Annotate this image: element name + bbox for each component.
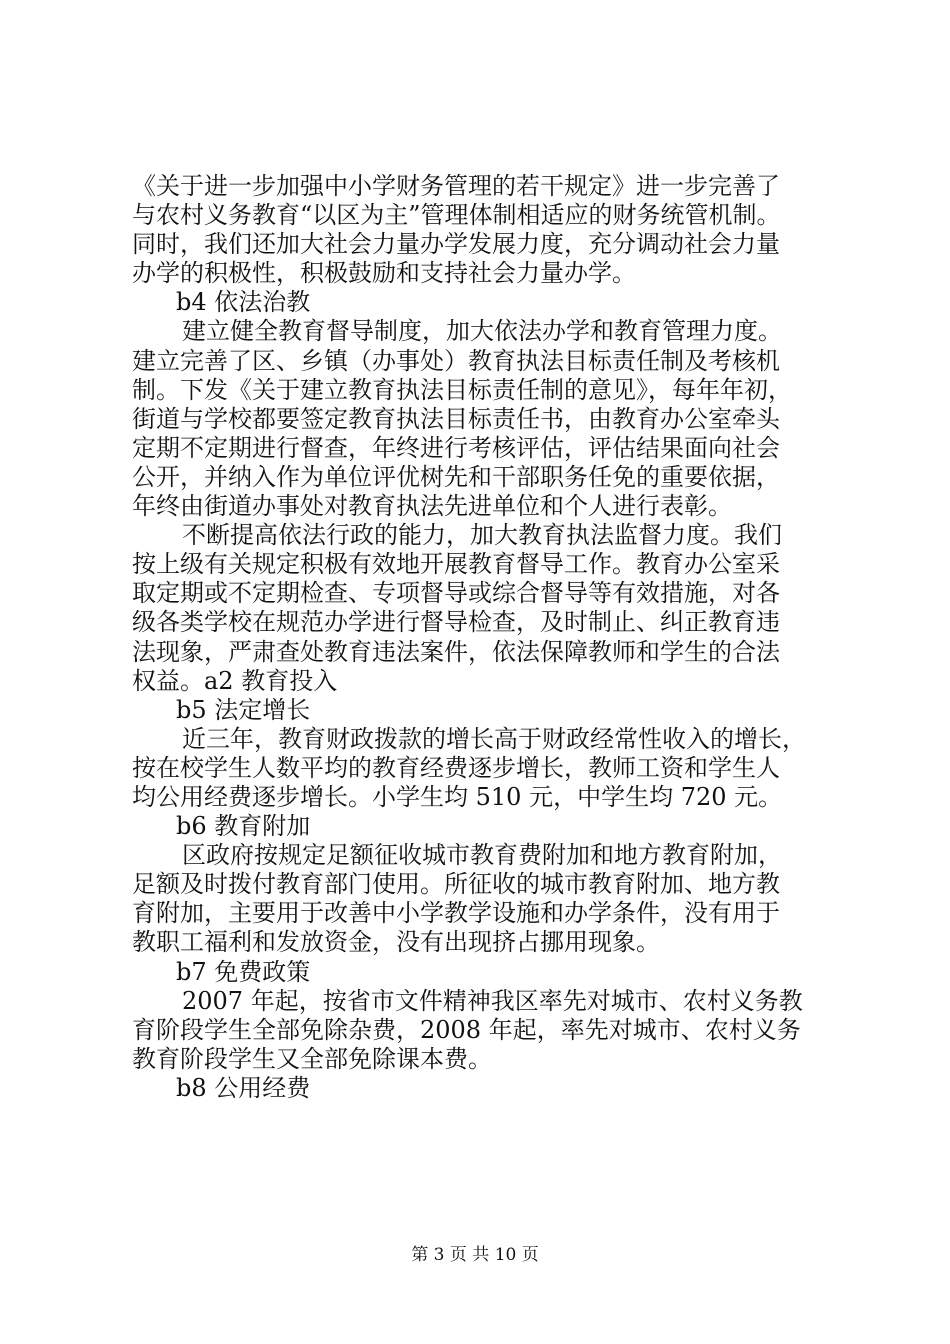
body-text-line: 定期不定期进行督查，年终进行考核评估，评估结果面向社会	[132, 433, 780, 462]
body-text-line: 育阶段学生全部免除杂费，2008 年起，率先对城市、农村义务	[132, 1015, 801, 1044]
body-text-line: 取定期或不定期检查、专项督导或综合督导等有效措施，对各	[132, 579, 780, 608]
body-text-line: 与农村义务教育“以区为主”管理体制相适应的财务统管机制。	[132, 201, 781, 230]
section-heading: b4 依法治教	[176, 288, 311, 317]
section-heading: b6 教育附加	[176, 812, 311, 841]
section-heading: b5 法定增长	[176, 695, 311, 724]
body-text-line: 不断提高依法行政的能力，加大教育执法监督力度。我们	[182, 521, 782, 550]
body-text-line: 建立完善了区、乡镇（办事处）教育执法目标责任制及考核机	[132, 346, 780, 375]
body-text-line: 教职工福利和发放资金，没有出现挤占挪用现象。	[132, 928, 660, 957]
body-text-line: 按在校学生人数平均的教育经费逐步增长，教师工资和学生人	[132, 753, 780, 782]
document-body	[132, 172, 832, 1103]
body-text-line: 2007 年起，按省市文件精神我区率先对城市、农村义务教	[182, 986, 803, 1015]
body-text-line: 级各类学校在规范办学进行督导检查，及时制止、纠正教育违	[132, 608, 780, 637]
body-text-line: 按上级有关规定积极有效地开展教育督导工作。教育办公室采	[132, 550, 780, 579]
body-text-line: 法现象，严肃查处教育违法案件，依法保障教师和学生的合法	[132, 637, 780, 666]
body-text-line: 街道与学校都要签定教育执法目标责任书，由教育办公室牵头	[132, 404, 780, 433]
body-text-line: 育附加，主要用于改善中小学教学设施和办学条件，没有用于	[132, 899, 780, 928]
body-text-line: 均公用经费逐步增长。小学生均 510 元，中学生均 720 元。	[132, 782, 783, 811]
body-text-line: 同时，我们还加大社会力量办学发展力度，充分调动社会力量	[132, 230, 780, 259]
body-text-line: 建立健全教育督导制度，加大依法办学和教育管理力度。	[182, 317, 782, 346]
body-text-line: 足额及时拨付教育部门使用。所征收的城市教育附加、地方教	[132, 870, 780, 899]
section-heading: b8 公用经费	[176, 1073, 311, 1102]
body-text-line: 权益。a2 教育投入	[132, 666, 338, 695]
body-text-line: 办学的积极性，积极鼓励和支持社会力量办学。	[132, 259, 636, 288]
body-text-line: 《关于进一步加强中小学财务管理的若干规定》进一步完善了	[132, 172, 780, 200]
body-text-line: 制。下发《关于建立教育执法目标责任制的意见》，每年年初，	[132, 375, 792, 404]
section-heading: b7 免费政策	[176, 957, 311, 986]
body-text-line: 公开，并纳入作为单位评优树先和干部职务任免的重要依据，	[132, 462, 780, 491]
body-text-line: 教育阶段学生又全部免除课本费。	[132, 1044, 492, 1073]
body-text-line: 年终由街道办事处对教育执法先进单位和个人进行表彰。	[132, 492, 732, 521]
body-text-line: 近三年，教育财政拨款的增长高于财政经常性收入的增长，	[182, 724, 806, 753]
page-footer: 第 3 页 共 10 页	[411, 1245, 539, 1265]
body-text-line: 区政府按规定足额征收城市教育费附加和地方教育附加，	[182, 841, 782, 870]
